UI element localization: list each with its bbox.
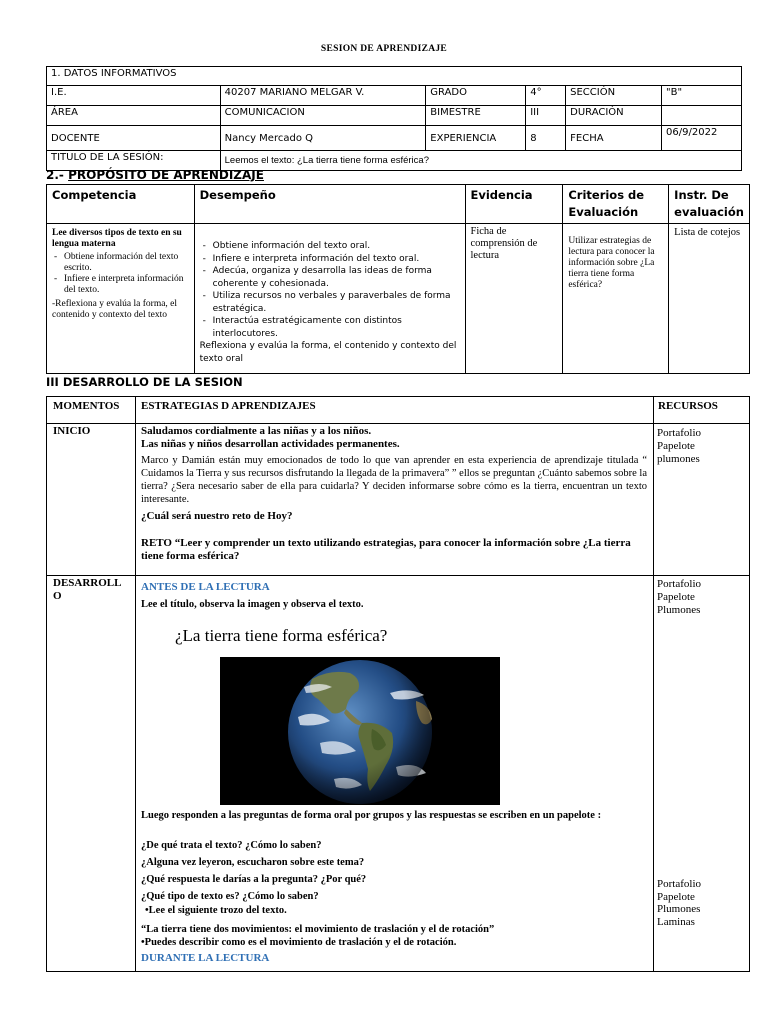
desempeno-item: - Obtiene información del texto oral. (213, 240, 460, 253)
proposito-heading-text: PROPÓSITO DE APRENDIZAJE (68, 168, 264, 182)
experiencia-label: EXPERIENCIA (426, 126, 526, 151)
desempeno-item: - Utiliza recursos no verbales y paraverbales de forma estratégica. (213, 290, 460, 315)
recurso-item: Portafolio (657, 878, 701, 890)
inicio-recursos (657, 427, 701, 466)
duracion-label: DURACIÓN (566, 106, 662, 126)
seccion-label: SECCIÓN (566, 86, 662, 106)
bimestre-value: III (526, 106, 566, 126)
durante-lectura: DURANTE LA LECTURA (141, 952, 270, 964)
datos-informativos-table (46, 66, 742, 171)
instrumento-cell: Lista de cotejos (669, 224, 750, 374)
area-value: COMUNICACION (220, 106, 426, 126)
col-competencia: Competencia (47, 185, 195, 224)
inicio-pregunta-reto: ¿Cuál será nuestro reto de Hoy? (141, 510, 293, 522)
inicio-label: INICIO (53, 425, 91, 437)
competencia-title: Lee diversos tipos de texto en su lengua materna (52, 228, 182, 249)
docente-label: DOCENTE (47, 126, 221, 151)
desempeno-item: - Infiere e interpreta información del texto oral. (213, 253, 460, 266)
criterios-cell: Utilizar estrategias de lectura para conocer la información sobre ¿La tierra tiene forma esférica? (563, 224, 669, 374)
desempeno-item: - Adecúa, organiza y desarrolla las ideas de forma coherente y cohesionada. (213, 265, 460, 290)
estrategias-header: ESTRATEGIAS D APRENDIZAJES (141, 400, 316, 412)
recurso-item: Portafolio (657, 427, 701, 439)
desarrollo-recursos-b (657, 878, 701, 928)
fecha-label: FECHA (566, 126, 662, 151)
column-divider (653, 397, 654, 971)
competencia-item: - Infiere e interpreta información del texto. (64, 274, 189, 296)
recursos-header: RECURSOS (658, 400, 718, 412)
inicio-parrafo: Marco y Damián están muy emocionados de todo lo que van aprender en esta experiencia de aprendizaje titulada “ Cuidamos la Tierra y sus recursos disfrutando la llegada de la primavera” ” ellos se preguntan ¿Cuánto sabemos sobre la tierra? ¿Sera necesario saber de ella para cuidarla? Y deciden informarse sobre cómo es la tierra, encuentran un texto interesante. (141, 455, 647, 505)
col-desempeno: Desempeño (194, 185, 465, 224)
grado-value: 4° (526, 86, 566, 106)
desarrollo-heading: III DESARROLLO DE LA SESION (46, 375, 243, 389)
titulo-lectura: ¿La tierra tiene forma esférica? (175, 626, 388, 645)
cita-movimientos: “La tierra tiene dos movimientos: el movimiento de traslación y el de rotación” (141, 924, 495, 935)
competencia-cell (47, 224, 195, 374)
desarrollo-label: DESARROLLO (53, 577, 122, 602)
titulo-value: Leemos el texto: ¿La tierra tiene forma esférica? (220, 151, 741, 171)
recurso-item: Plumones (657, 604, 701, 616)
inicio-actividades: Las niñas y niños desarrollan actividades permanentes. (141, 438, 400, 450)
recurso-item: plumones (657, 453, 700, 465)
competencia-item: - Obtiene información del texto escrito. (64, 252, 189, 274)
antes-lectura: ANTES DE LA LECTURA (141, 581, 270, 593)
preguntas-list (141, 837, 647, 905)
titulo-label: TITULO DE LA SESIÓN: (47, 151, 221, 171)
duracion-value (662, 106, 742, 126)
pregunta-item: ¿Alguna vez leyeron, escucharon sobre este tema? (141, 857, 365, 868)
docente-value: Nancy Mercado Q (220, 126, 426, 151)
recurso-item: Papelote (657, 591, 695, 603)
ie-label: I.E. (47, 86, 221, 106)
document-title: SESION DE APRENDIZAJE (320, 44, 448, 54)
pregunta-item: ¿Qué respuesta le darías a la pregunta? ¿Por qué? (141, 874, 367, 885)
bimestre-label: BIMESTRE (426, 106, 526, 126)
proposito-table (46, 184, 750, 374)
pregunta-item: ¿De qué trata el texto? ¿Cómo lo saben? (141, 840, 322, 851)
col-evidencia: Evidencia (465, 185, 563, 224)
inicio-saludo: Saludamos cordialmente a las niñas y a los niños. (141, 425, 372, 437)
ie-value: 40207 MARIANO MELGAR V. (220, 86, 426, 106)
recurso-item: Portafolio (657, 578, 701, 590)
row-divider (47, 423, 749, 424)
desempeno-tail: Reflexiona y evalúa la forma, el contenido y contexto del texto oral (199, 341, 457, 364)
recurso-item: Laminas (657, 915, 695, 928)
desarrollo-recursos-a (657, 578, 701, 617)
momentos-header: MOMENTOS (53, 400, 120, 412)
competencia-tail: -Reflexiona y evalúa la forma, el contenido y contexto del texto (52, 299, 178, 320)
col-criterios: Criterios de Evaluación (563, 185, 669, 224)
area-label: ÁREA (47, 106, 221, 126)
earth-globe-illustration (220, 657, 500, 805)
inicio-reto: RETO “Leer y comprender un texto utilizando estrategias, para conocer la información sobre ¿La tierra tiene forma esférica? (141, 537, 631, 562)
describir-movimientos: •Puedes describir como es el movimiento de traslación y el de rotación. (141, 937, 457, 948)
recurso-item: Papelote (657, 440, 695, 452)
seccion-value: "B" (662, 86, 742, 106)
lee-trozo: •Lee el siguiente trozo del texto. (145, 905, 287, 916)
instruccion-titulo: Lee el título, observa la imagen y observa el texto. (141, 599, 364, 610)
pregunta-item: ¿Qué tipo de texto es? ¿Cómo lo saben? (141, 891, 319, 902)
row-divider (47, 575, 749, 576)
recurso-item: Papelote (657, 890, 695, 903)
fecha-value: 06/9/2022 (662, 126, 742, 151)
desempeno-item: - Interactúa estratégicamente con distintos interlocutores. (213, 315, 460, 340)
col-instrumento: Instr. De evaluación (669, 185, 750, 224)
datos-header: 1. DATOS INFORMATIVOS (47, 67, 742, 86)
luego-responden: Luego responden a las preguntas de forma oral por grupos y las respuestas se escriben en un papelote : (141, 810, 602, 821)
proposito-heading-num: 2.- (46, 168, 69, 182)
recurso-item: Plumones (657, 903, 701, 915)
desempeno-cell (194, 224, 465, 374)
column-divider (135, 397, 136, 971)
evidencia-cell: Ficha de comprensión de lectura (465, 224, 563, 374)
proposito-heading (46, 168, 264, 182)
experiencia-value: 8 (526, 126, 566, 151)
earth-image (220, 657, 500, 805)
grado-label: GRADO (426, 86, 526, 106)
